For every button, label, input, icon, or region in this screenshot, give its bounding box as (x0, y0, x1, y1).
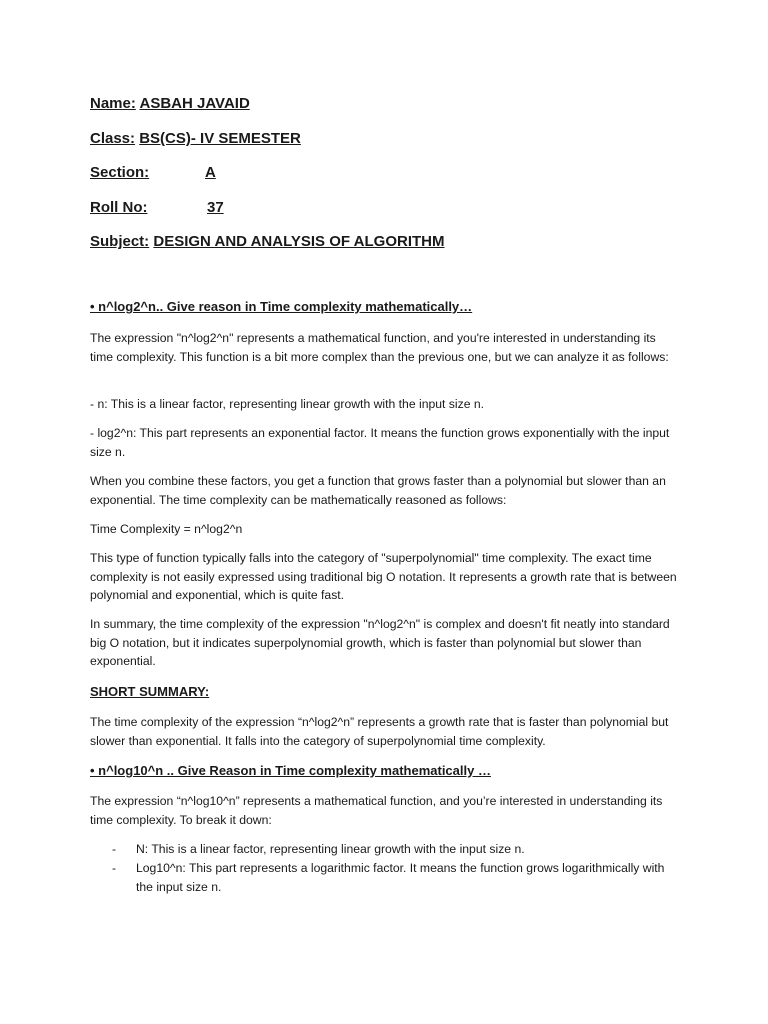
class-label: Class: (90, 130, 136, 147)
subject-line (90, 233, 444, 250)
subject-value: DESIGN AND ANALYSIS OF ALGORITHM (153, 233, 445, 250)
name-label: Name: (90, 95, 136, 112)
short-summary-heading: SHORT SUMMARY: (90, 684, 210, 699)
question2-heading: • n^log10^n .. Give Reason in Time complexity mathematically … (90, 763, 491, 778)
subject-label: Subject: (90, 233, 150, 250)
list-item-text: N: This is a linear factor, representing linear growth with the input size n. (136, 842, 525, 856)
section-value: A (205, 164, 216, 181)
class-value: BS(CS)- IV SEMESTER (139, 130, 301, 147)
q1-paragraph-6: This type of function typically falls into the category of "superpolynomial" time complexity. The exact time complexity is not easily expressed using traditional big O notation. It represents a growth rate that is between polynomial and exponential, which is quite fast. (90, 551, 677, 602)
list-dash: - (112, 842, 117, 856)
list-item (112, 840, 672, 859)
list-dash: - (112, 861, 117, 875)
roll-line (90, 199, 224, 216)
class-line (90, 130, 301, 147)
roll-label: Roll No: (90, 199, 148, 216)
q1-paragraph-2: - n: This is a linear factor, representing linear growth with the input size n. (90, 397, 485, 411)
q2-paragraph-1: The expression “n^log10^n” represents a mathematical function, and you’re interested in understanding its time complexity. To break it down: (90, 794, 663, 827)
q1-paragraph-5: Time Complexity = n^log2^n (90, 522, 243, 536)
list-item-text: Log10^n: This part represents a logarithmic factor. It means the function grows logarithmically with the input size n. (136, 861, 665, 894)
roll-value: 37 (207, 199, 224, 216)
name-value: ASBAH JAVAID (139, 95, 250, 112)
q1-paragraph-3: - log2^n: This part represents an exponential factor. It means the function grows exponentially with the input size n. (90, 426, 670, 459)
section-line (90, 164, 216, 181)
short-summary-text: The time complexity of the expression “n^log2^n” represents a growth rate that is faster than polynomial but slower than exponential. It falls into the category of superpolynomial time complexity. (90, 715, 669, 748)
section-label: Section: (90, 164, 150, 181)
name-line (90, 95, 250, 112)
q1-paragraph-4: When you combine these factors, you get a function that grows faster than a polynomial but slower than an exponential. The time complexity can be mathematically reasoned as follows: (90, 474, 666, 507)
list-item (112, 859, 672, 896)
q1-paragraph-7: In summary, the time complexity of the expression "n^log2^n" is complex and doesn't fit neatly into standard big O notation, but it indicates superpolynomial growth, which is faster than polynomial but slower than exponential. (90, 617, 670, 668)
question1-heading: • n^log2^n.. Give reason in Time complexity mathematically… (90, 299, 473, 314)
q1-paragraph-1: The expression "n^log2^n" represents a mathematical function, and you're interested in understanding its time complexity. This function is a bit more complex than the previous one, but we can analyze it as follows: (90, 331, 669, 364)
